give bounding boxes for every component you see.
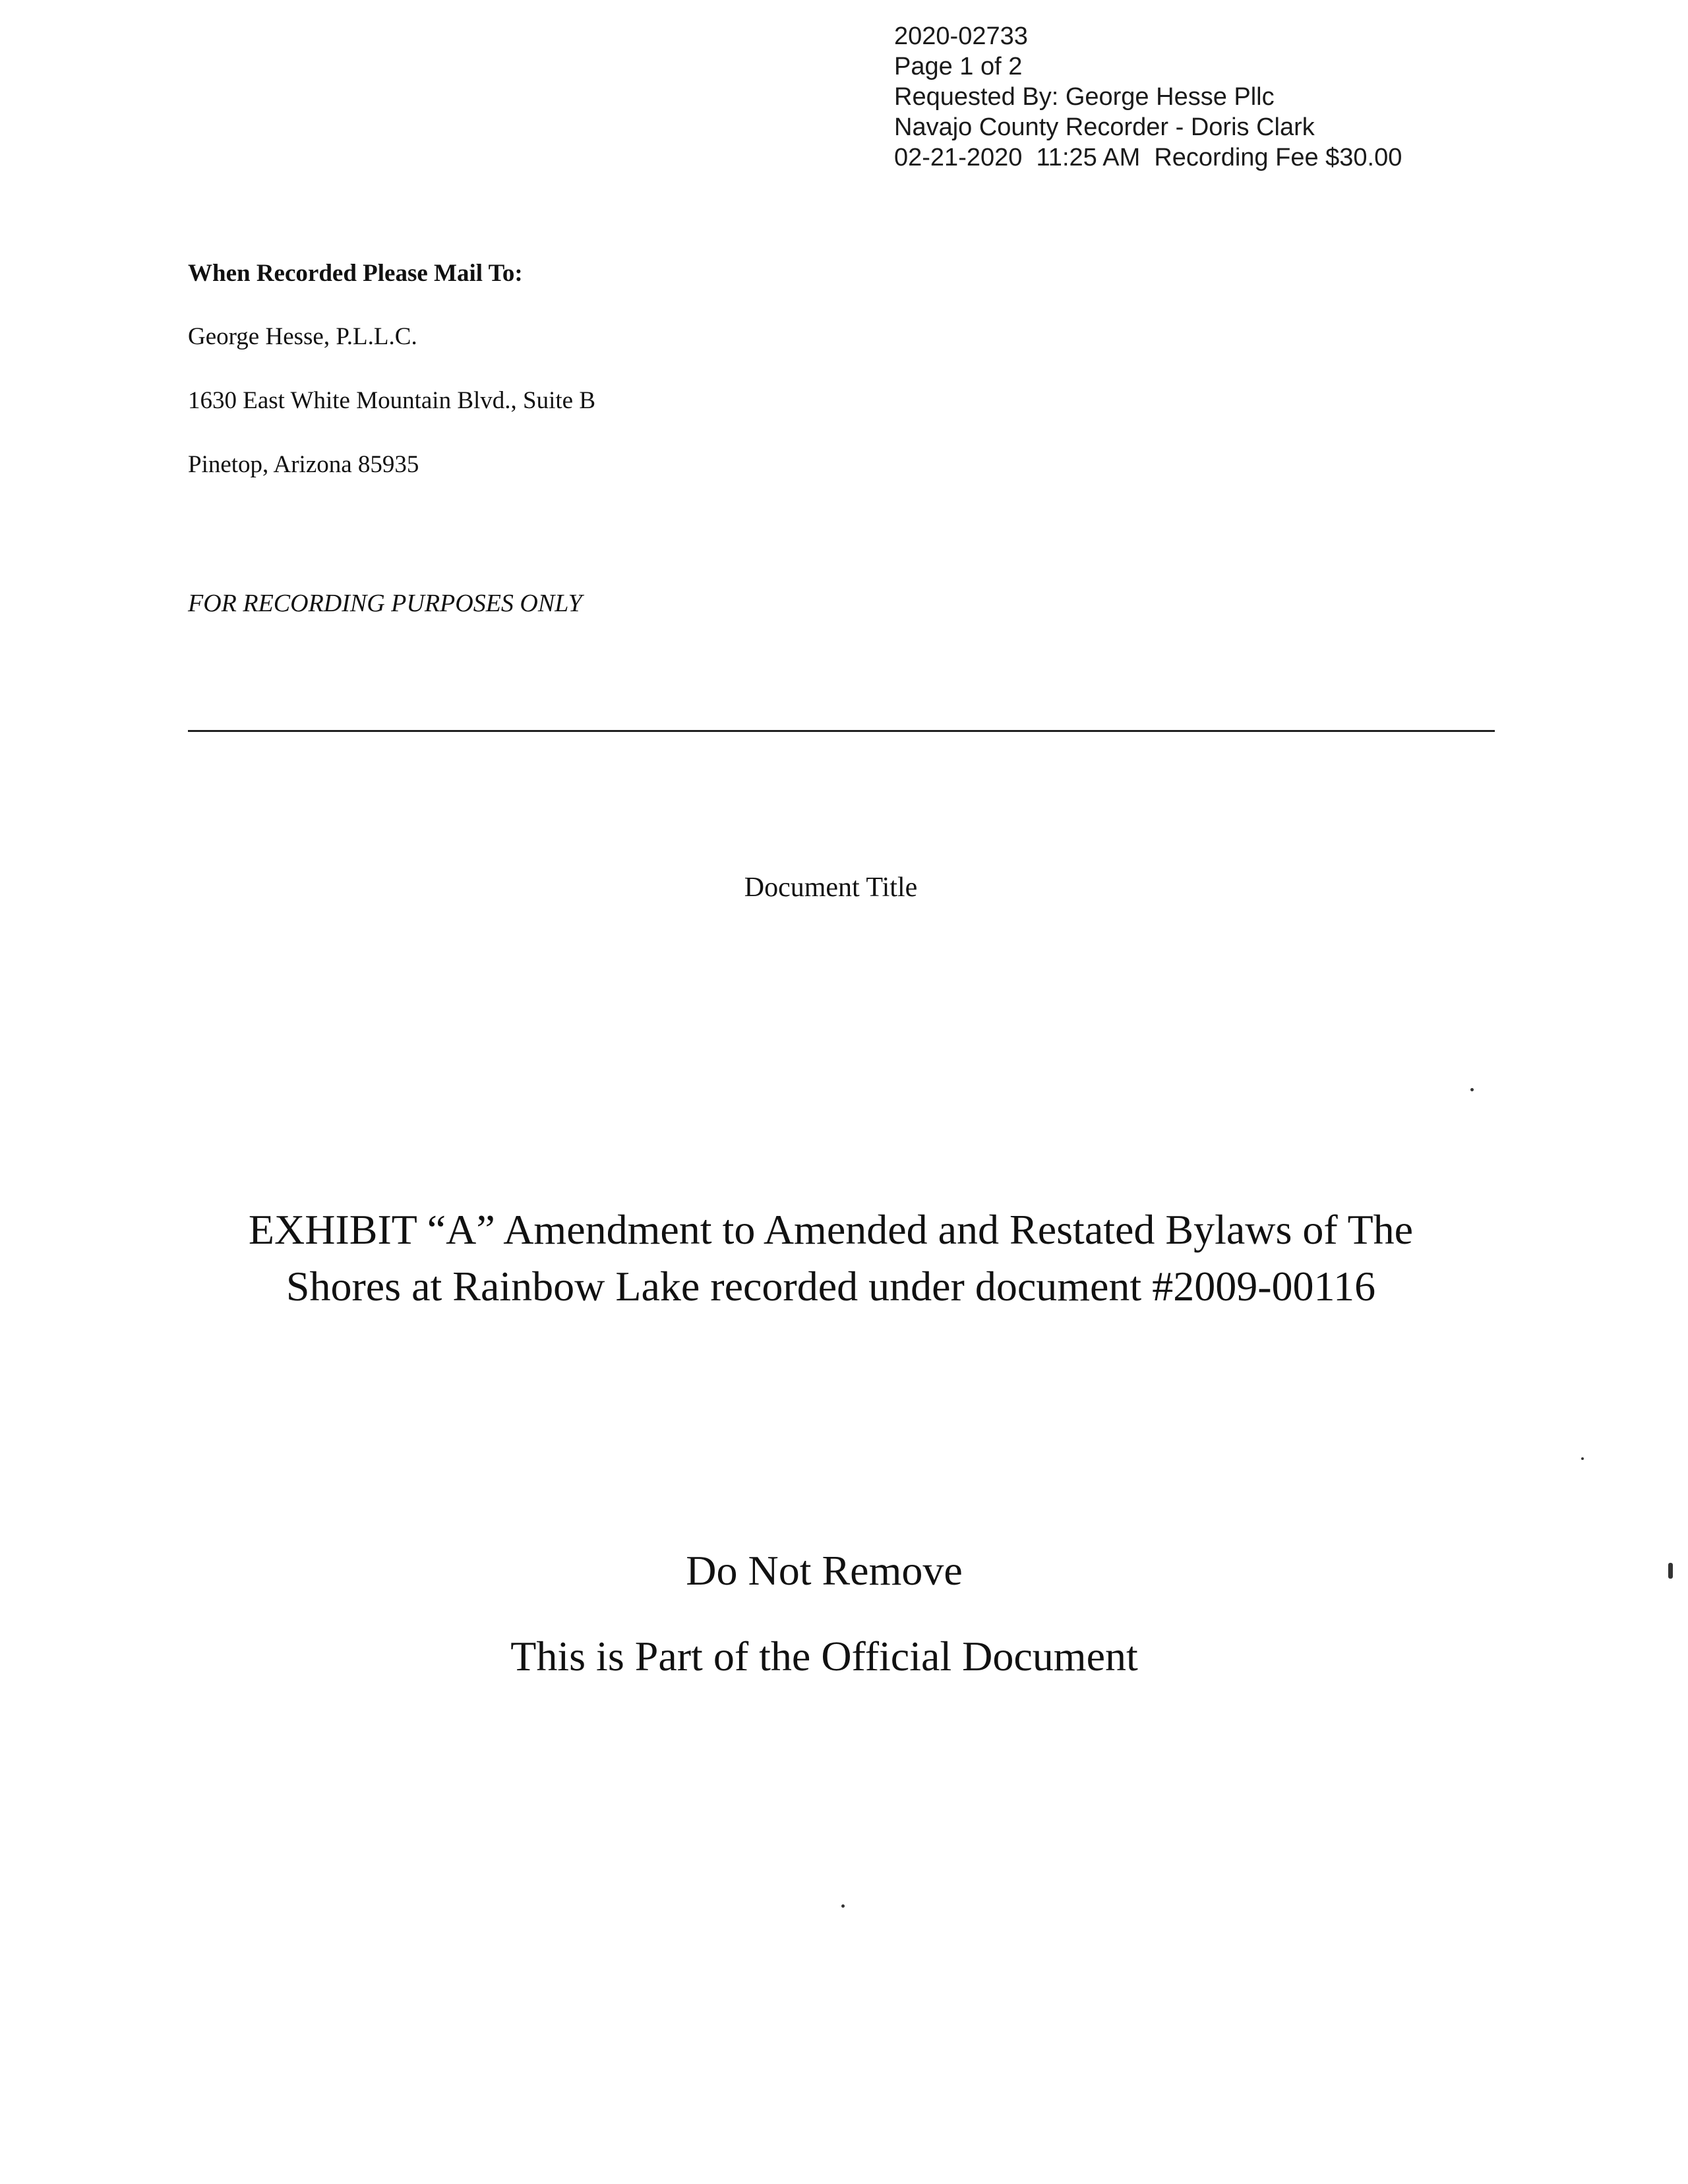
county-recorder: Navajo County Recorder - Doris Clark: [894, 113, 1315, 141]
scan-speck: [1668, 1563, 1673, 1579]
recording-purposes-notice: FOR RECORDING PURPOSES ONLY: [188, 590, 582, 617]
scan-speck: [841, 1904, 845, 1908]
mail-to-street: 1630 East White Mountain Blvd., Suite B: [188, 387, 596, 414]
page-count: Page 1 of 2: [894, 53, 1023, 80]
scan-speck: [1581, 1457, 1584, 1460]
official-document-notice: This is Part of the Official Document: [510, 1633, 1138, 1680]
do-not-remove-notice: Do Not Remove: [686, 1547, 963, 1594]
mail-to-city: Pinetop, Arizona 85935: [188, 451, 419, 478]
document-title-line-2: Shores at Rainbow Lake recorded under document #2009-00116: [286, 1263, 1376, 1310]
recorder-stamp: [894, 21, 1402, 173]
divider-line: [188, 730, 1495, 732]
recording-number: 2020-02733: [894, 22, 1028, 50]
document-title-line-1: EXHIBIT “A” Amendment to Amended and Restated Bylaws of The: [248, 1206, 1414, 1253]
document-title: [158, 1201, 1503, 1315]
mail-to-name: George Hesse, P.L.L.C.: [188, 323, 417, 350]
document-title-label: Document Title: [744, 872, 918, 903]
recording-datetime-fee: 02-21-2020 11:25 AM Recording Fee $30.00: [894, 144, 1402, 171]
requested-by: Requested By: George Hesse Pllc: [894, 83, 1275, 111]
scan-speck: [1470, 1088, 1474, 1091]
mail-to-heading: When Recorded Please Mail To:: [188, 260, 523, 287]
